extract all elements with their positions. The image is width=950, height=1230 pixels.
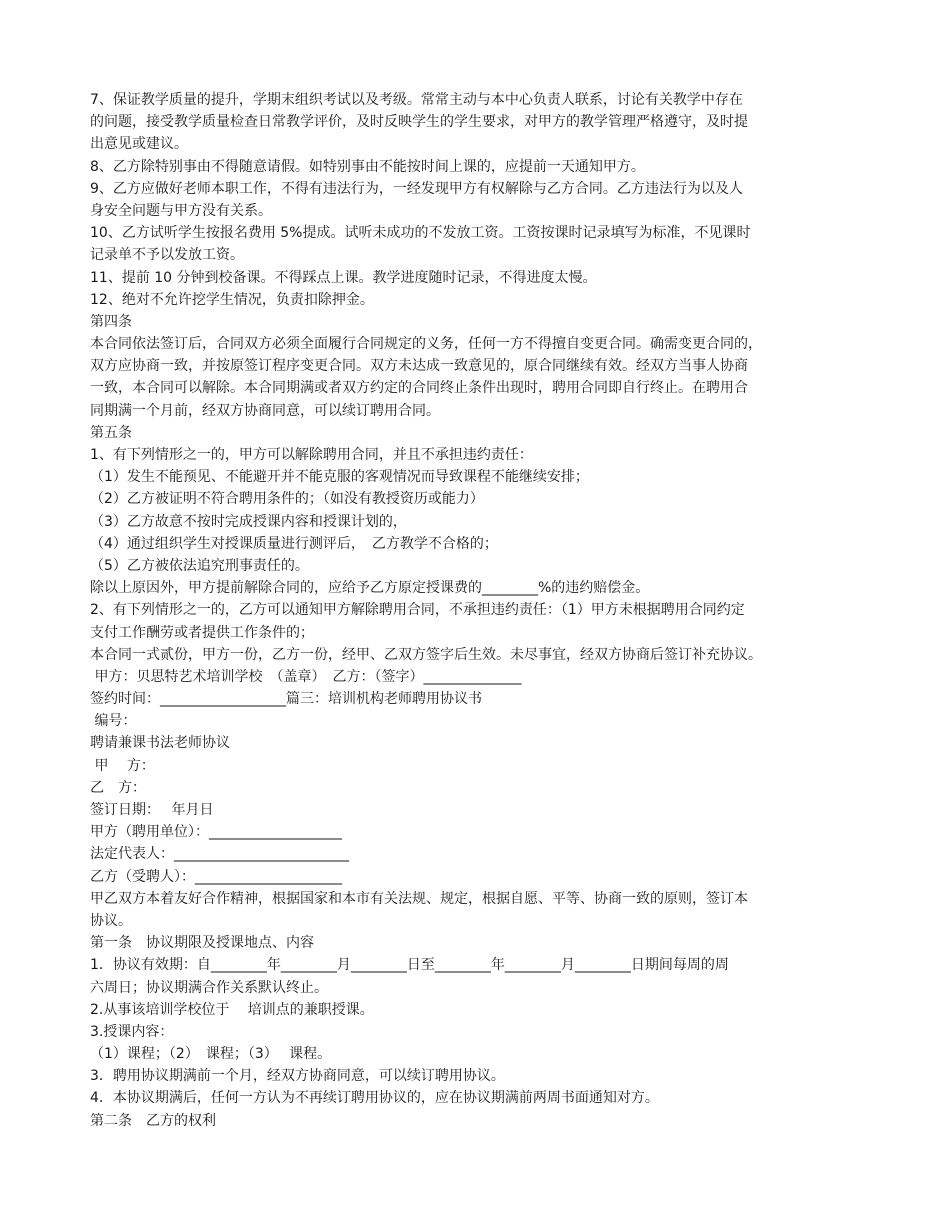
- document-line: 甲 方：: [90, 757, 155, 774]
- document-line: 本合同依法签订后，合同双方必须全面履行合同规定的义务，任何一方不得擅自变更合同。确需变更合同的，: [90, 336, 762, 353]
- document-line: 第四条: [90, 313, 132, 330]
- document-line: 12、绝对不允许挖学生情况，负责扣除押金。: [90, 291, 374, 308]
- document-line: 身安全问题与甲方没有关系。: [90, 202, 272, 219]
- document-line: 编号：: [90, 713, 137, 730]
- document-line: 签订日期： 年月日: [90, 802, 214, 818]
- document-line: 11、提前 10 分钟到校备课。不得踩点上课。教学进度随时记录，不得进度太慢。: [90, 269, 597, 286]
- document-line: （1）发生不能预见、不能避开并不能克服的客观情况而导致课程不能继续安排；: [90, 469, 589, 486]
- document-line: 聘请兼课书法老师协议: [90, 735, 230, 752]
- document-line: （5）乙方被依法追究刑事责任的。: [90, 557, 309, 574]
- document-line: 甲方：贝思特艺术培训学校 （盖章） 乙方：（签字）______________: [90, 668, 522, 685]
- document-line: （4）通过组织学生对授课质量进行测评后， 乙方教学不合格的；: [90, 535, 498, 552]
- document-line: 2.从事该培训学校位于 培训点的兼职授课。: [90, 1001, 374, 1018]
- document-line: 双方应协商一致，并按原签订程序变更合同。双方未达成一致意见的，原合同继续有效。经双方当事人协商: [90, 358, 748, 375]
- document-line: 记录单不予以发放工资。: [90, 247, 244, 264]
- document-line: 六周日；协议期满合作关系默认终止。: [90, 979, 328, 996]
- document-line: （2）乙方被证明不符合聘用条件的；（如没有教授资历或能力）: [90, 491, 484, 508]
- document-line: 第二条 乙方的权利: [90, 1112, 216, 1129]
- document-line: 1、有下列情形之一的，甲方可以解除聘用合同，并且不承担违约责任：: [90, 447, 533, 463]
- document-line: 第一条 协议期限及授课地点、内容: [90, 935, 314, 952]
- document-line: 乙方（受聘人）：_____________________: [90, 868, 342, 885]
- document-line: 9、乙方应做好老师本职工作，不得有违法行为，一经发现甲方有权解除与乙方合同。乙方违法行为以及人: [90, 180, 743, 197]
- document-line: 乙 方：: [90, 779, 146, 796]
- document-line: 同期满一个月前，经双方协商同意，可以续订聘用合同。: [90, 402, 440, 419]
- document-line: 除以上原因外，甲方提前解除合同的，应给予乙方原定授课费的________%的违约赔偿金。: [90, 580, 650, 597]
- document-line: （3）乙方故意不按时完成授课内容和授课计划的，: [90, 513, 407, 530]
- document-line: 3.授课内容：: [90, 1023, 174, 1040]
- document-line: 甲方（聘用单位）：___________________: [90, 824, 342, 841]
- document-body: [90, 89, 870, 1132]
- document-line: 一致，本合同可以解除。本合同期满或者双方约定的合同终止条件出现时，聘用合同即自行终止。在聘用合: [90, 380, 748, 397]
- document-line: 签约时间：__________________篇三：培训机构老师聘用协议书: [90, 691, 482, 708]
- document-line: 2、有下列情形之一的，乙方可以通知甲方解除聘用合同，不承担违约责任：（1）甲方未根据聘用合同约定: [90, 602, 745, 619]
- document-line: 8、乙方除特别事由不得随意请假。如特别事由不能按时间上课的，应提前一天通知甲方。: [90, 158, 645, 175]
- document-line: 10、乙方试听学生按报名费用 5%提成。试听未成功的不发放工资。工资按课时记录填写为标准，不见课时: [90, 225, 751, 242]
- document-line: 7、保证教学质量的提升，学期末组织考试以及考级。常常主动与本中心负责人联系，讨论有关教学中存在: [90, 92, 743, 108]
- document-line: （1）课程；（2） 课程；（3） 课程。: [90, 1046, 332, 1063]
- document-line: 协议。: [90, 912, 132, 929]
- document-line: 本合同一式贰份，甲方一份，乙方一份，经甲、乙双方签字后生效。未尽事宜，经双方协商后签订补充协议。: [90, 646, 762, 663]
- document-line: 法定代表人：_________________________: [90, 846, 349, 863]
- document-line: 甲乙双方本着友好合作精神，根据国家和本市有关法规、规定，根据自愿、平等、协商一致的原则，签订本: [90, 890, 748, 907]
- document-line: 的问题，接受教学质量检查日常教学评价，及时反映学生的学生要求，对甲方的教学管理严格遵守，及时提: [90, 114, 748, 131]
- document-line: 出意见或建议。: [90, 136, 188, 153]
- document-line: 第五条: [90, 424, 132, 441]
- document-line: 1．协议有效期：自________年________月________日至________年________月________日期间每周的周: [90, 957, 729, 974]
- document-line: 支付工作酬劳或者提供工作条件的；: [90, 624, 314, 641]
- document-line: 3．聘用协议期满前一个月，经双方协商同意，可以续订聘用协议。: [90, 1068, 505, 1085]
- document-line: 4．本协议期满后，任何一方认为不再续订聘用协议的，应在协议期满前两周书面通知对方。: [90, 1090, 659, 1107]
